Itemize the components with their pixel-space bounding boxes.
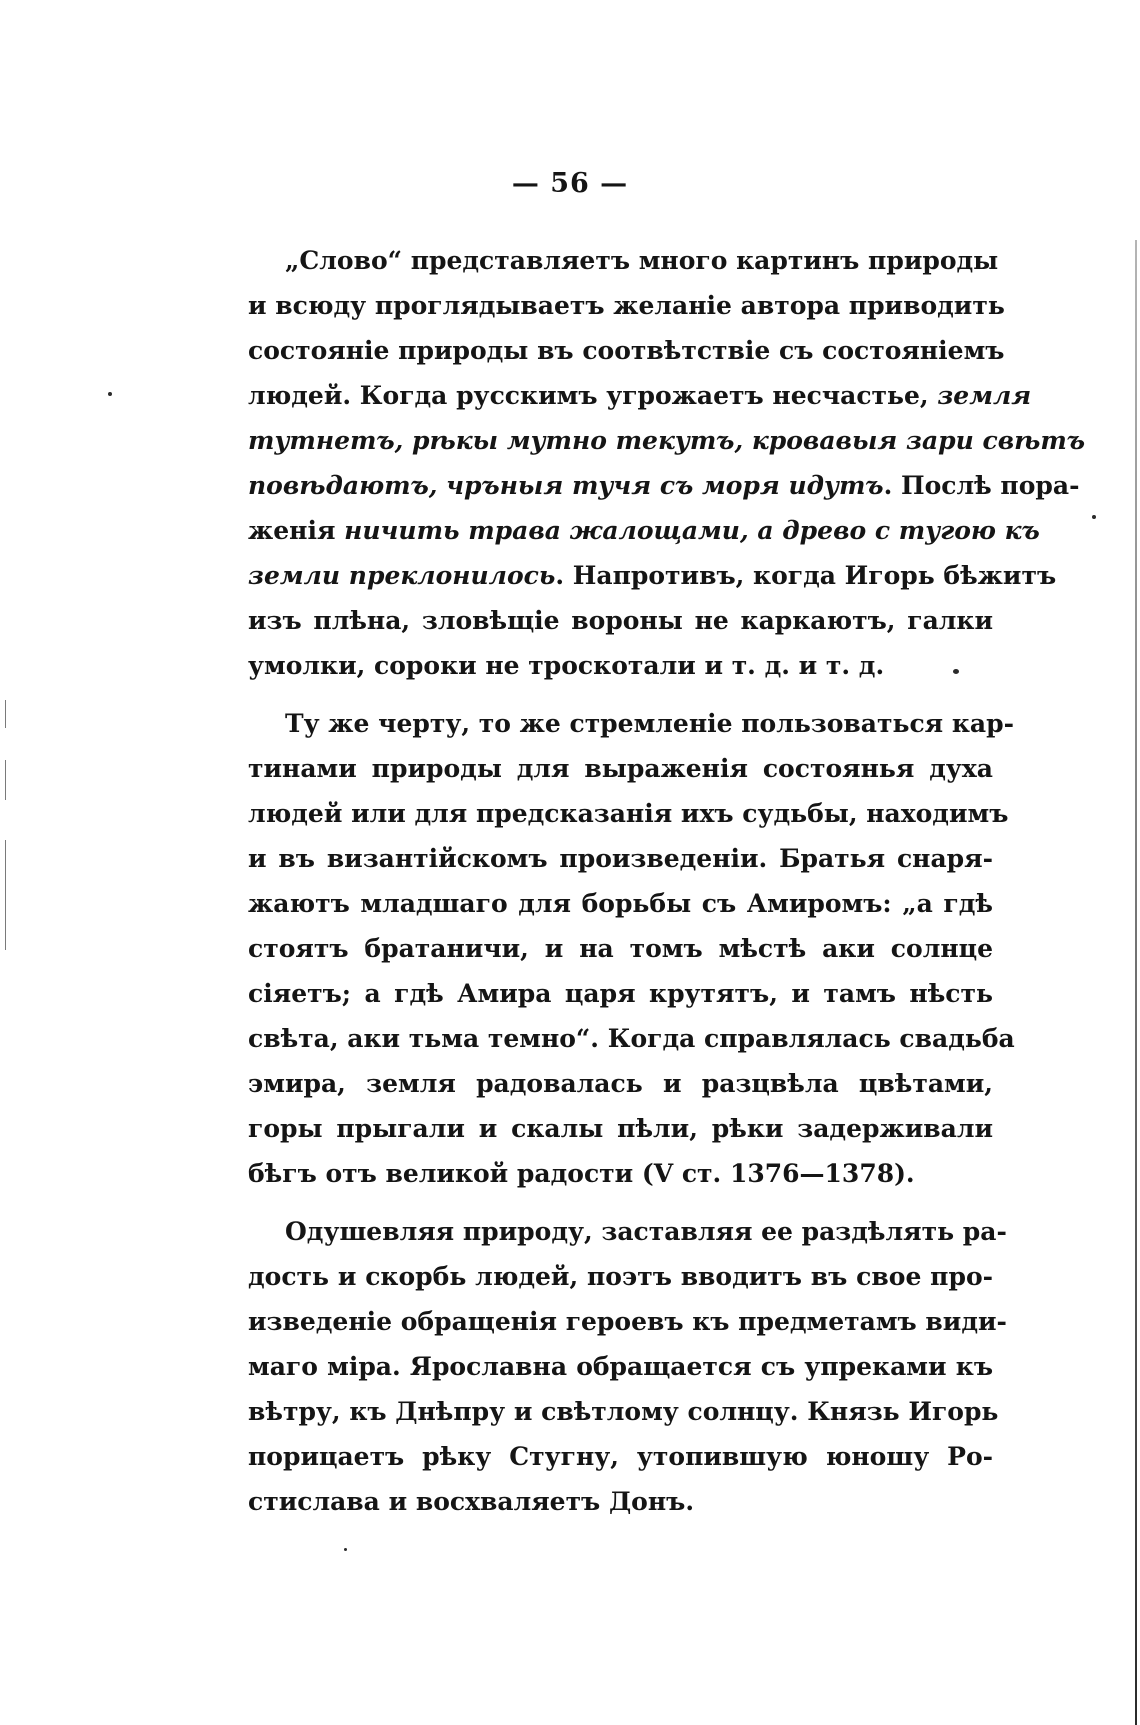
text-segment: стислава и восхваляетъ Донъ. (248, 1487, 695, 1516)
text-segment: Одушевляя природу, заставляя ее раздѣлять ра- (285, 1217, 1007, 1246)
body-text (248, 238, 1086, 1524)
text-segment: сіяетъ; а гдѣ Амира царя крутятъ, и тамъ нѣсть (248, 979, 993, 1008)
text-segment: тинами природы для выраженія состоянья духа (248, 754, 993, 783)
text-segment: стоятъ братаничи, и на томъ мѣстѣ аки солнце (248, 934, 993, 963)
text-line (248, 1209, 1007, 1254)
text-line (248, 701, 1014, 746)
scan-speck (344, 1548, 347, 1551)
scan-speck (1092, 515, 1096, 519)
text-line (248, 283, 1005, 328)
text-segment: и всюду проглядываетъ желаніе автора приводить (248, 291, 1005, 320)
text-segment: порицаетъ рѣку Стугну, утопившую юношу Ро- (248, 1442, 993, 1471)
text-line (248, 1151, 993, 1196)
paragraph (248, 701, 1015, 1196)
text-line (248, 553, 1057, 598)
text-segment: эмира, земля радовалась и разцвѣла цвѣтами, (248, 1069, 993, 1098)
text-line (248, 508, 1040, 553)
text-line (248, 373, 1032, 418)
scan-mark (5, 700, 6, 728)
text-line (248, 1299, 1007, 1344)
text-segment: состояніе природы въ соотвѣтствіе съ состояніемъ (248, 336, 1005, 365)
quoted-italic-text: ничить трава жалощами, а древо с тугою къ (344, 516, 1040, 545)
text-line (248, 881, 993, 926)
text-segment: дость и скорбь людей, поэтъ вводитъ въ свое про- (248, 1262, 993, 1291)
text-segment: . Послѣ пора- (883, 471, 1080, 500)
text-segment: свѣта, аки тьма темно“. Когда справлялась свадьба (248, 1024, 1015, 1053)
text-line (248, 1106, 993, 1151)
text-segment: и въ византійскомъ произведеніи. Братья снаря- (248, 844, 993, 873)
text-segment: „Слово“ представляетъ много картинъ природы (285, 246, 999, 275)
text-line (248, 971, 993, 1016)
text-line (248, 1254, 993, 1299)
page-number: — 56 — (511, 168, 629, 199)
text-line (248, 791, 1009, 836)
text-line (248, 1016, 1015, 1061)
paragraph-gap (248, 688, 993, 701)
text-line (248, 328, 1005, 373)
text-segment: жаютъ младшаго для борьбы съ Амиромъ: „а гдѣ (248, 889, 993, 918)
text-line (248, 463, 1080, 508)
text-line (248, 238, 999, 283)
text-segment: людей или для предсказанія ихъ судьбы, находимъ (248, 799, 1009, 828)
quoted-italic-text: земля (937, 381, 1032, 410)
text-line (248, 1479, 993, 1524)
text-segment: горы прыгали и скалы пѣли, рѣки задерживали (248, 1114, 993, 1143)
text-segment: изъ плѣна, зловѣщіе вороны не каркаютъ, галки (248, 606, 993, 635)
text-segment: умолки, сороки не троскотали и т. д. и т. д. (248, 651, 885, 680)
scan-mark (5, 840, 6, 950)
text-line (248, 1389, 999, 1434)
text-segment: вѣтру, къ Днѣпру и свѣтлому солнцу. Князь Игорь (248, 1397, 999, 1426)
text-line (248, 598, 993, 643)
text-line (248, 1434, 993, 1479)
page-edge-shadow (1135, 240, 1137, 1725)
quoted-italic-text: тутнетъ, рѣкы мутно текутъ, кровавыя зари свѣтъ (248, 426, 1086, 455)
paragraph-gap (248, 1196, 993, 1209)
text-segment: Ту же черту, то же стремленіе пользоваться кар- (285, 709, 1014, 738)
text-line (248, 926, 993, 971)
scan-speck (108, 392, 112, 396)
text-segment: бѣгъ отъ великой радости (V ст. 1376—1378). (248, 1159, 915, 1188)
text-line (248, 836, 993, 881)
text-line (248, 1061, 993, 1106)
scan-speck (953, 669, 959, 674)
text-line (248, 643, 993, 688)
text-line (248, 746, 993, 791)
paragraph (248, 1209, 1007, 1524)
scan-mark (5, 760, 6, 800)
text-segment: изведеніе обращенія героевъ къ предметамъ види- (248, 1307, 1007, 1336)
text-segment: женія (248, 516, 345, 545)
text-segment: людей. Когда русскимъ угрожаетъ несчастье, (248, 381, 938, 410)
quoted-italic-text: земли преклонилось (248, 561, 556, 590)
paragraph (248, 238, 1086, 688)
quoted-italic-text: повѣдаютъ, чръныя тучя съ моря идутъ (248, 471, 884, 500)
text-line (248, 1344, 993, 1389)
text-segment: . Напротивъ, когда Игорь бѣжитъ (555, 561, 1057, 590)
text-segment: маго міра. Ярославна обращается съ упреками къ (248, 1352, 993, 1381)
text-line (248, 418, 1086, 463)
